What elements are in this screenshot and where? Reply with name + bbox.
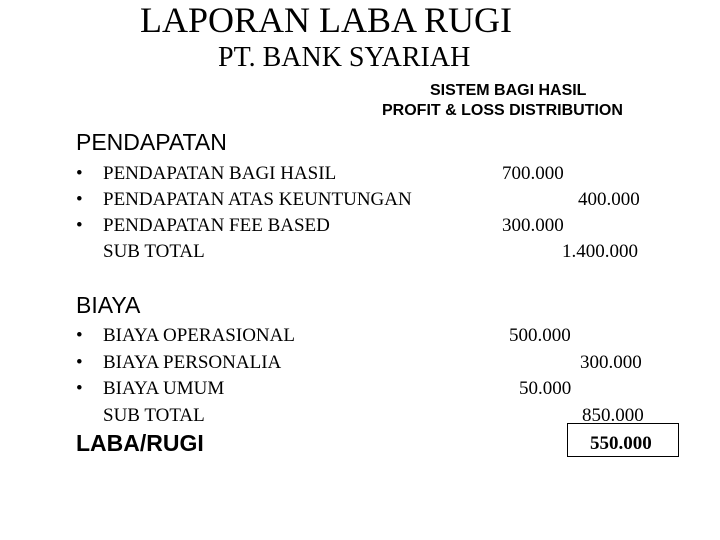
company-name: PT. BANK SYARIAH <box>218 42 471 73</box>
system-title: SISTEM BAGI HASIL <box>430 82 587 99</box>
biaya-heading: BIAYA <box>76 292 141 318</box>
biaya-item-value: 500.000 <box>509 325 571 346</box>
pendapatan-item-label: PENDAPATAN FEE BASED <box>103 215 330 236</box>
biaya-subtotal-value: 850.000 <box>582 405 644 426</box>
pendapatan-item-label: PENDAPATAN BAGI HASIL <box>103 163 337 184</box>
laba-rugi-value: 550.000 <box>590 433 652 454</box>
bullet-icon: • <box>76 163 83 184</box>
pendapatan-subtotal-value: 1.400.000 <box>562 241 638 262</box>
biaya-item-value: 300.000 <box>580 352 642 373</box>
pendapatan-item-value: 400.000 <box>578 189 640 210</box>
biaya-item-label: BIAYA UMUM <box>103 378 225 399</box>
biaya-item-label: BIAYA OPERASIONAL <box>103 325 295 346</box>
biaya-item-value: 50.000 <box>519 378 572 399</box>
pendapatan-subtotal-label: SUB TOTAL <box>103 241 205 262</box>
pendapatan-item-value: 700.000 <box>502 163 564 184</box>
system-subtitle: PROFIT & LOSS DISTRIBUTION <box>382 102 623 119</box>
bullet-icon: • <box>76 189 83 210</box>
pendapatan-item-value: 300.000 <box>502 215 564 236</box>
bullet-icon: • <box>76 325 83 346</box>
bullet-icon: • <box>76 378 83 399</box>
bullet-icon: • <box>76 215 83 236</box>
pendapatan-heading: PENDAPATAN <box>76 129 227 155</box>
biaya-item-label: BIAYA PERSONALIA <box>103 352 282 373</box>
laba-rugi-heading: LABA/RUGI <box>76 430 204 456</box>
report-title: LAPORAN LABA RUGI <box>140 0 513 40</box>
biaya-subtotal-label: SUB TOTAL <box>103 405 205 426</box>
pendapatan-item-label: PENDAPATAN ATAS KEUNTUNGAN <box>103 189 412 210</box>
bullet-icon: • <box>76 352 83 373</box>
